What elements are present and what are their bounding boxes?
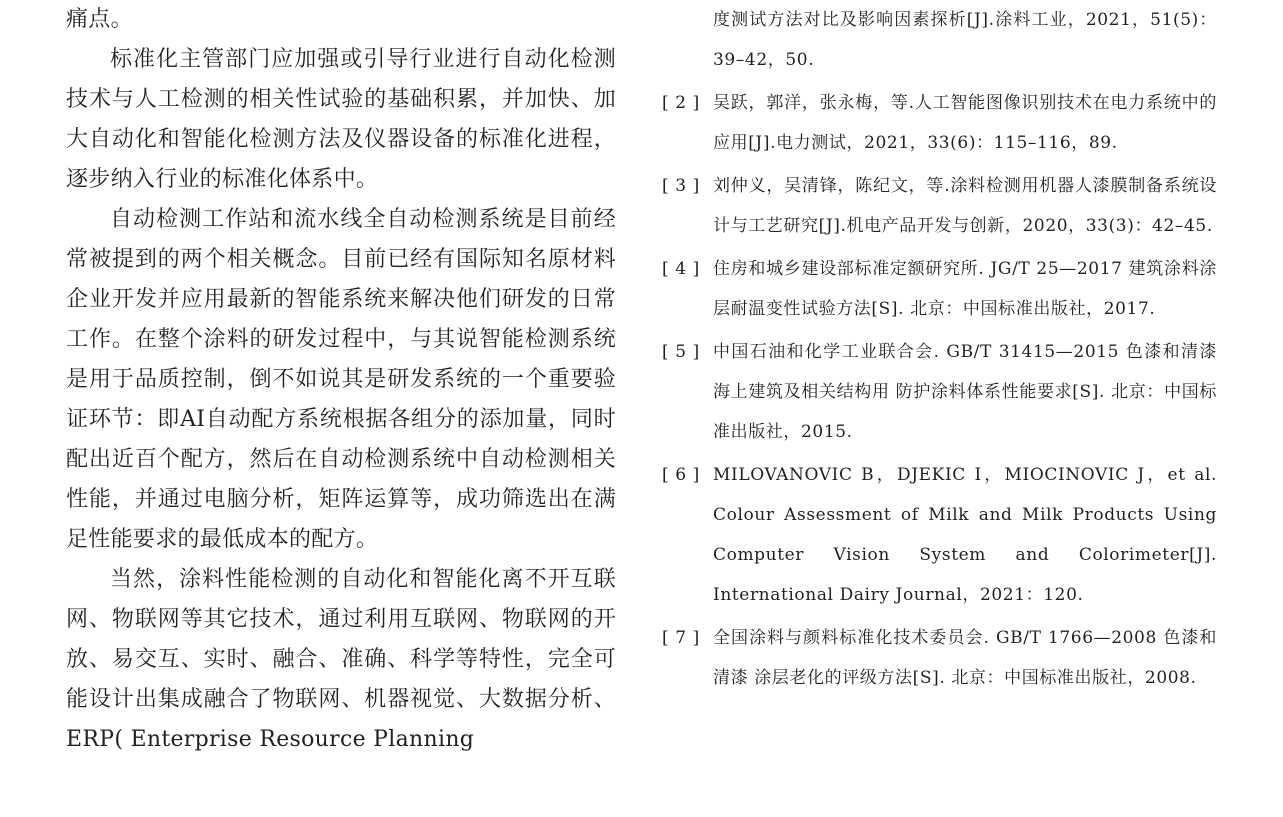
references-column [662, 0, 1217, 701]
reference-item [662, 332, 1217, 452]
reference-item [662, 455, 1217, 615]
reference-number: [ 2 ] [662, 93, 700, 113]
reference-1-continuation: 度测试方法对比及影响因素探析[J].涂料工业，2021，51(5)：39–42，50. [713, 10, 1217, 70]
reference-text: 全国涂料与颜料标准化技术委员会. GB/T 1766—2008 色漆和清漆 涂层老化的评级方法[S]. 北京：中国标准出版社，2008. [713, 628, 1217, 688]
reference-number: [ 5 ] [662, 342, 700, 362]
reference-text: 刘仲义，吴清锋，陈纪文，等.涂料检测用机器人漆膜制备系统设计与工艺研究[J].机电产品开发与创新，2020，33(3)：42–45. [713, 176, 1217, 236]
reference-number: [ 4 ] [662, 259, 700, 279]
paragraph-ending: 痛点。 [66, 7, 133, 32]
paragraph-iot: 当然，涂料性能检测的自动化和智能化离不开互联网、物联网等其它技术，通过利用互联网、物联网的开放、易交互、实时、融合、准确、科学等特性，完全可能设计出集成融合了物联网、机器视觉、大数据分析、ERP( Enterprise Resource Planning [66, 567, 616, 752]
reference-text: 吴跃，郭洋，张永梅，等.人工智能图像识别技术在电力系统中的应用[J].电力测试，2021，33(6)：115–116，89. [713, 93, 1217, 153]
reference-text: 住房和城乡建设部标准定额研究所. JG/T 25—2017 建筑涂料涂层耐温变性试验方法[S]. 北京：中国标准出版社，2017. [713, 259, 1217, 319]
reference-number: [ 3 ] [662, 176, 700, 196]
body-text-column [66, 0, 616, 760]
reference-text: 中国石油和化学工业联合会. GB/T 31415—2015 色漆和清漆 海上建筑及相关结构用 防护涂料体系性能要求[S]. 北京：中国标准出版社，2015. [713, 342, 1217, 442]
reference-item [662, 83, 1217, 163]
paragraph-auto-workstation: 自动检测工作站和流水线全自动检测系统是目前经常被提到的两个相关概念。目前已经有国际知名原材料企业开发并应用最新的智能系统来解决他们研发的日常工作。在整个涂料的研发过程中，与其说智能检测系统是用于品质控制，倒不如说其是研发系统的一个重要验证环节：即AI自动配方系统根据各组分的添加量，同时配出近百个配方，然后在自动检测系统中自动检测相关性能，并通过电脑分析，矩阵运算等，成功筛选出在满足性能要求的最低成本的配方。 [66, 207, 616, 552]
reference-number: [ 7 ] [662, 628, 700, 648]
reference-item [662, 618, 1217, 698]
reference-item [662, 166, 1217, 246]
paragraph-standardization: 标准化主管部门应加强或引导行业进行自动化检测技术与人工检测的相关性试验的基础积累，并加快、加大自动化和智能化检测方法及仪器设备的标准化进程，逐步纳入行业的标准化体系中。 [66, 47, 616, 192]
reference-text: MILOVANOVIC B，DJEKIC I，MIOCINOVIC J，et al. Colour Assessment of Milk and Milk Products Using Computer Vision System and Colorimeter[J]. International Dairy Journal，2021：120. [713, 465, 1217, 605]
reference-number: [ 6 ] [662, 465, 700, 485]
reference-item [662, 249, 1217, 329]
